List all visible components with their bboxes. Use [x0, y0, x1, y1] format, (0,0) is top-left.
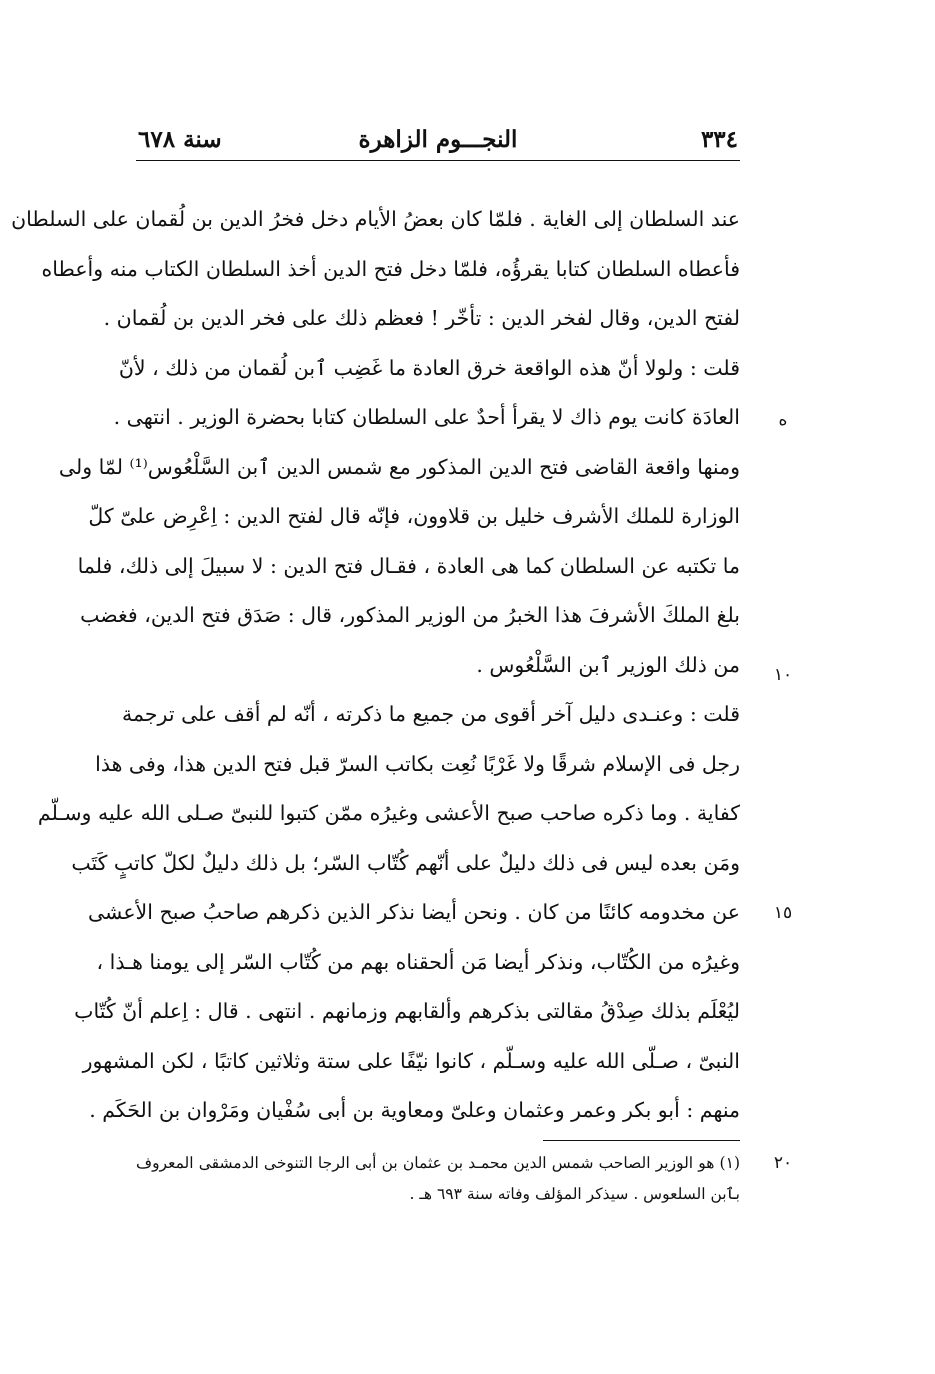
text-line: بلغ الملكَ الأشرفَ هذا الخبرُ من الوزير المذكور، قال : صَدَق فتح الدين، فغضب: [80, 603, 740, 627]
text-line: عند السلطان إلى الغاية . فلمّا كان بعضُ الأيام دخل فخرُ الدين بن لُقمان على السلطان: [11, 207, 740, 231]
text-line: قلت : وعنـدى دليل آخر أقوى من جميع ما ذكرته ، أنّه لم أقف على ترجمة: [122, 702, 740, 726]
line-number-15: ١٥: [773, 903, 793, 923]
text-line: النبىّ ، صـلّى الله عليه وسـلّم ، كانوا نيّفًا على ستة وثلاثين كاتبًا ، لكن المشهور: [82, 1048, 740, 1073]
text-line: لفتح الدين، وقال لفخر الدين : تأخّر ! فعظم ذلك على فخر الدين بن لُقمان .: [103, 306, 740, 330]
text-line: العادَة كانت يوم ذاك لا يقرأ أحدٌ على السلطان كتابا بحضرة الوزير . انتهى .: [113, 405, 740, 429]
running-header: [138, 122, 738, 162]
year-label: سنة ٦٧٨: [138, 126, 222, 153]
text-line: ما تكتبه عن السلطان كما هى العادة ، فقـال فتح الدين : لا سبيلَ إلى ذلك، فلما: [77, 553, 740, 578]
text-line: قلت : ولولا أنّ هذه الواقعة خرق العادة ما غَضِب ٱبن لُقمان من ذلك ، لأنّ: [118, 355, 740, 380]
text-line: رجل فى الإسلام شرقًا ولا غَرْبًا نُعِت بكاتب السرّ قبل فتح الدين هذا، وفى هذا: [95, 751, 740, 776]
text-line: ومنها واقعة القاضى فتح الدين المذكور مع شمس الدين ٱبن السَّلْعُوس⁽¹⁾ لمّا ولى: [58, 454, 740, 479]
footnote: [136, 1148, 740, 1210]
page-number: ٣٣٤: [700, 126, 738, 153]
text-line: وغيرُه من الكُتّاب، ونذكر أيضا مَن ألحقناه بهم من كُتّاب السّر إلى يومنا هـذا ،: [96, 949, 740, 974]
text-line: الوزارة للملك الأشرف خليل بن قلاوون، فإنّه قال لفتح الدين : اِعْرِض علىّ كلّ: [88, 504, 740, 528]
book-title: النجـــوم الزاهرة: [358, 126, 518, 153]
footnote-rule: [543, 1140, 740, 1141]
footnote-line: بٱبن السلعوس . سيذكر المؤلف وفاته سنة ٦٩٣ هـ .: [409, 1185, 740, 1203]
text-line: من ذلك الوزير ٱبن السَّلْعُوس .: [476, 652, 740, 677]
text-line: كفاية . وما ذكره صاحب صبح الأعشى وغيرُه ممّن كتبوا للنبىّ صـلى الله عليه وسـلّم: [37, 801, 740, 825]
text-line: ومَن بعده ليس فى ذلك دليلٌ على أنّهم كُتّاب السّر؛ بل ذلك دليلٌ لكلّ كاتبٍ كَتَب: [71, 850, 740, 875]
text-line: ليُعْلَم بذلك صِدْقُ مقالتى بذكرهم وألقابهم وزمانهم . انتهى . قال : اِعلم أنّ كُتّاب: [74, 999, 740, 1023]
line-number-10: ١٠: [773, 665, 793, 685]
footnote-line: (١) هو الوزير الصاحب شمس الدين محمـد بن عثمان بن أبى الرجا التنوخى الدمشقى المعروف: [136, 1154, 740, 1172]
line-number-5: ه: [778, 410, 788, 430]
body-text: [11, 195, 740, 1136]
text-line: عن مخدومه كائنًا من كان . ونحن أيضا نذكر الذين ذكرهم صاحبُ صبح الأعشى: [87, 900, 740, 924]
header-rule: [136, 160, 740, 161]
line-number-20: ٢٠: [773, 1153, 793, 1173]
text-line: منهم : أبو بكر وعمر وعثمان وعلىّ ومعاوية بن أبى سُفْيان ومَرْوان بن الحَكَم .: [89, 1098, 740, 1122]
text-line: فأعطاه السلطان كتابا يقرؤُه، فلمّا دخل فتح الدين أخذ السلطان الكتاب منه وأعطاه: [41, 256, 740, 281]
